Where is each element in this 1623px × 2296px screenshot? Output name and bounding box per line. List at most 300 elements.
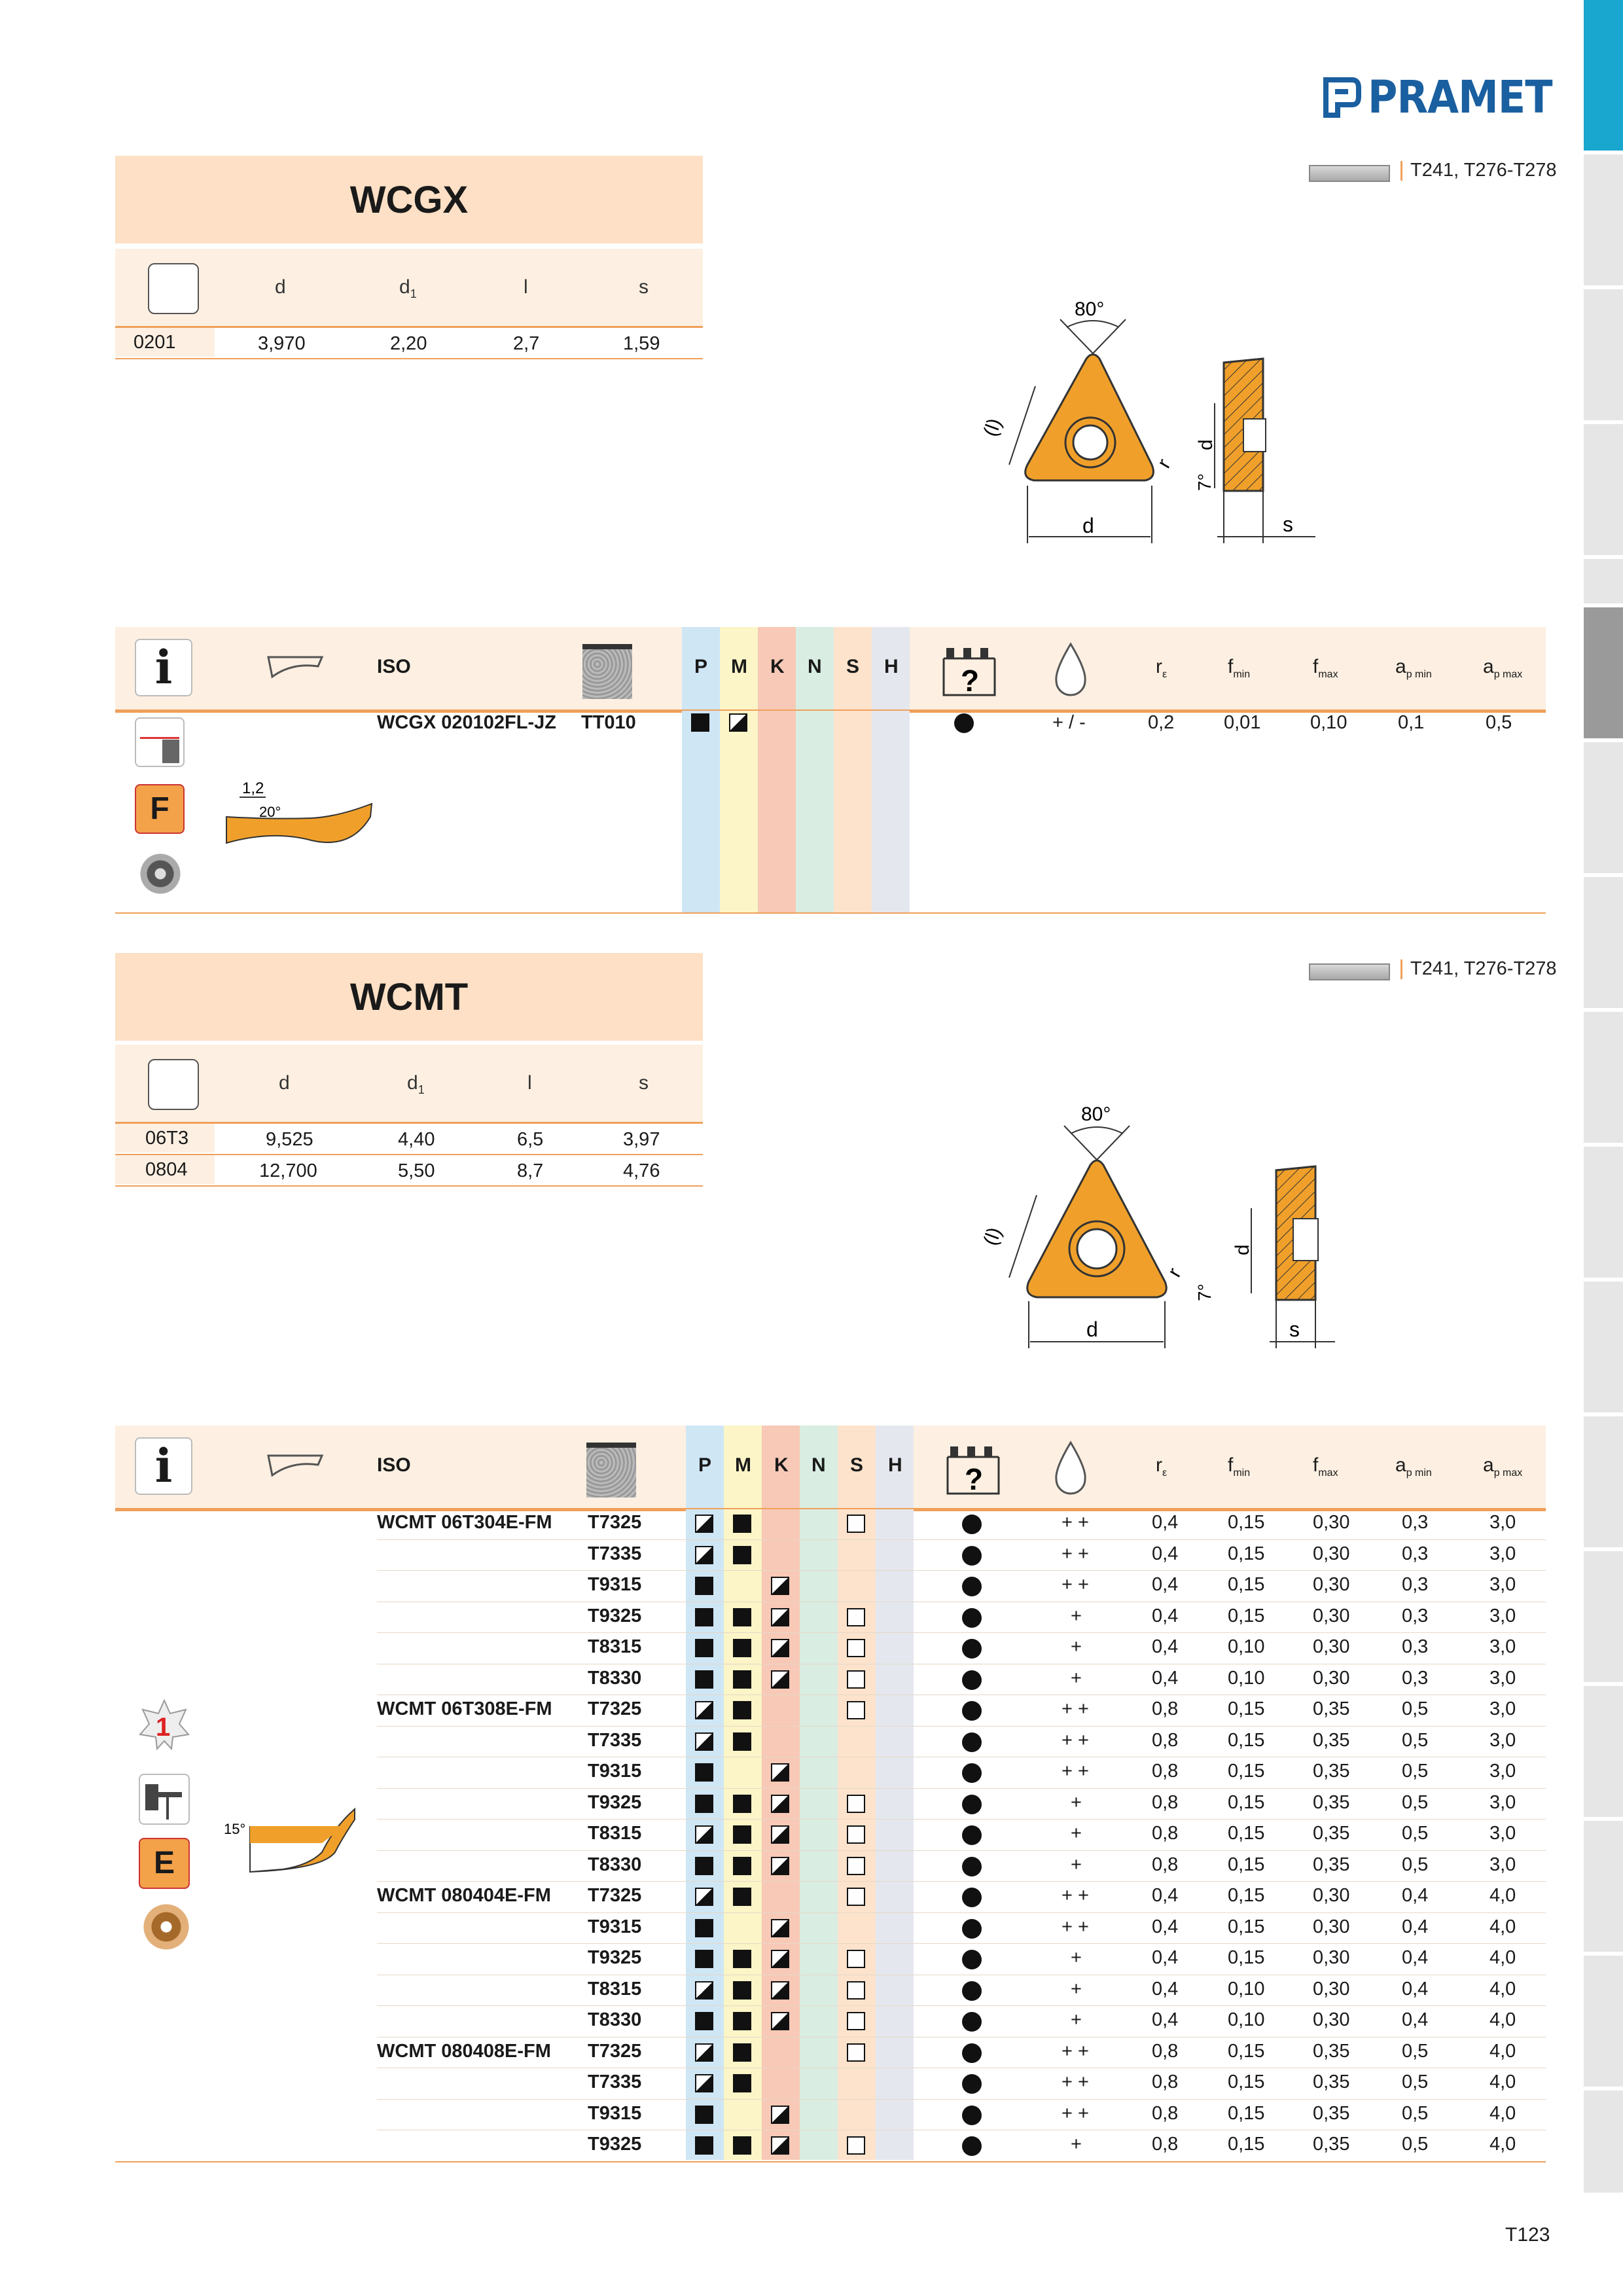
suitability-m bbox=[733, 1546, 751, 1564]
grade: T9325 bbox=[588, 2134, 642, 2155]
fmin-value: 0,15 bbox=[1228, 1729, 1265, 1751]
row-divider bbox=[115, 2161, 1546, 2162]
fmin-value: 0,15 bbox=[1228, 2040, 1265, 2062]
chapter-tab[interactable] bbox=[1584, 154, 1623, 285]
fmax-value: 0,30 bbox=[1313, 1947, 1350, 1968]
chapter-tab[interactable] bbox=[1584, 289, 1623, 420]
material-column-k bbox=[762, 1426, 800, 2160]
apmax-value: 4,0 bbox=[1489, 2072, 1516, 2092]
suitability-p bbox=[695, 1515, 713, 1533]
apmax-value: 3,0 bbox=[1489, 1823, 1516, 1844]
apmax-value: 0,5 bbox=[1486, 712, 1512, 733]
coolant-value: + + bbox=[1061, 2102, 1089, 2124]
grade: T8315 bbox=[588, 1636, 642, 1657]
page-number: T123 bbox=[1505, 2224, 1550, 2246]
fmax-value: 0,30 bbox=[1313, 1885, 1350, 1906]
condition-dot bbox=[962, 2136, 982, 2156]
col-l: l bbox=[524, 276, 528, 298]
material-p-header: P bbox=[694, 656, 708, 677]
col-d1-sub: 1 bbox=[418, 1083, 425, 1096]
apmax-value: 3,0 bbox=[1489, 1574, 1516, 1595]
r-value: 0,8 bbox=[1152, 2072, 1179, 2092]
material-m-header: M bbox=[731, 656, 747, 677]
value-d: 3,970 bbox=[258, 333, 306, 354]
iso-designation[interactable]: WCMT 080404E-FM bbox=[377, 1885, 551, 1906]
clearance-angle-label: 7° bbox=[1194, 1283, 1215, 1301]
svg-text:1: 1 bbox=[156, 1713, 171, 1742]
row-divider bbox=[377, 1539, 1546, 1540]
coolant-value: + + bbox=[1061, 1698, 1089, 1719]
suitability-k bbox=[771, 1981, 789, 2000]
material-k-header: K bbox=[770, 656, 785, 677]
insert-photo-icon bbox=[139, 852, 182, 895]
r-value: 0,4 bbox=[1152, 1885, 1179, 1906]
iso-designation[interactable]: WCMT 06T304E-FM bbox=[377, 1512, 552, 1533]
apmax-value: 4,0 bbox=[1489, 2009, 1516, 2030]
suitability-k bbox=[771, 2106, 789, 2124]
suitability-p bbox=[695, 2106, 713, 2124]
fmin-value: 0,15 bbox=[1228, 1543, 1265, 1564]
grade: T8330 bbox=[588, 1667, 642, 1689]
size-code: 06T3 bbox=[115, 1124, 215, 1153]
r-value: 0,8 bbox=[1152, 1698, 1179, 1719]
condition-dot bbox=[962, 1515, 982, 1534]
chapter-tab[interactable] bbox=[1584, 877, 1623, 1008]
cutting-data-table bbox=[115, 627, 1546, 914]
row-divider bbox=[377, 1570, 1546, 1571]
suitability-p-primary bbox=[691, 713, 709, 732]
condition-dot bbox=[962, 1701, 982, 1721]
col-d1-label: d bbox=[407, 1072, 418, 1094]
suitability-k bbox=[771, 1857, 789, 1875]
fmin-value: 0,15 bbox=[1228, 1791, 1265, 1813]
condition-dot bbox=[962, 2043, 982, 2063]
toolholder-pages: T241, T276-T278 bbox=[1410, 160, 1557, 181]
apmax-value: 3,0 bbox=[1489, 1636, 1516, 1657]
chapter-tab[interactable] bbox=[1584, 742, 1623, 873]
condition-dot bbox=[962, 1546, 982, 1566]
value-d: 12,700 bbox=[259, 1160, 317, 1181]
suitability-m bbox=[733, 1888, 751, 1906]
cutting-data-table bbox=[115, 1426, 1546, 2160]
r-value: 0,4 bbox=[1152, 1667, 1179, 1689]
fmin-header: $f_{min}$ bbox=[1228, 1454, 1251, 1479]
section-title: WCGX bbox=[115, 156, 703, 243]
suitability-m bbox=[733, 2012, 751, 2030]
grade: T9315 bbox=[588, 2102, 642, 2124]
suitability-p bbox=[695, 1888, 713, 1906]
chapter-tab[interactable] bbox=[1584, 1686, 1623, 1817]
apmax-value: 3,0 bbox=[1489, 1667, 1516, 1689]
suitability-k bbox=[771, 1639, 789, 1657]
suitability-m bbox=[733, 1732, 751, 1751]
coolant-value: + bbox=[1071, 1823, 1082, 1844]
coolant-value: + + bbox=[1061, 1729, 1089, 1751]
row-divider bbox=[377, 2099, 1546, 2100]
dimension-row bbox=[115, 1155, 703, 1187]
fmax-value: 0,35 bbox=[1313, 1823, 1350, 1844]
apmin-value: 0,5 bbox=[1402, 2134, 1429, 2155]
chapter-tab[interactable] bbox=[1584, 2090, 1623, 2193]
apmax-value: 4,0 bbox=[1489, 1885, 1516, 1906]
suitability-s bbox=[847, 2136, 865, 2155]
section-title: WCMT bbox=[115, 953, 703, 1041]
col-l: l bbox=[527, 1072, 532, 1094]
info-icon[interactable]: i bbox=[135, 639, 192, 696]
suitability-k bbox=[771, 2012, 789, 2030]
row-divider bbox=[377, 1912, 1546, 1913]
coolant-value: + + bbox=[1061, 1543, 1089, 1564]
row-divider bbox=[377, 1632, 1546, 1633]
suitability-m bbox=[733, 2043, 751, 2062]
fmax-value: 0,30 bbox=[1313, 1512, 1350, 1533]
condition-dot bbox=[962, 1577, 982, 1596]
suitability-p bbox=[695, 1795, 713, 1813]
fmax-value: 0,35 bbox=[1313, 2134, 1350, 2155]
suitability-s bbox=[847, 2043, 865, 2062]
grade-coating-icon bbox=[586, 1443, 636, 1498]
clearance-angle-label: 7° bbox=[1194, 473, 1215, 491]
l-dimension-label: (l) bbox=[979, 1224, 1006, 1249]
coolant-value: + / - bbox=[1052, 712, 1086, 733]
fmin-value: 0,10 bbox=[1228, 1978, 1265, 2000]
grade: T9315 bbox=[588, 1761, 642, 1782]
chapter-tab-active[interactable] bbox=[1584, 0, 1623, 151]
fmax-value: 0,30 bbox=[1313, 1636, 1350, 1657]
r-value: 0,4 bbox=[1152, 1978, 1179, 2000]
r-header: $r_\varepsilon$ bbox=[1156, 1454, 1168, 1479]
suitability-s bbox=[847, 2012, 865, 2030]
operation-icon bbox=[135, 717, 185, 767]
corner-angle-label: 80° bbox=[1081, 1103, 1111, 1125]
fmin-value: 0,10 bbox=[1228, 1636, 1265, 1657]
col-s: s bbox=[639, 1072, 649, 1094]
toolholder-icon bbox=[1309, 963, 1390, 980]
chapter-tab-current[interactable] bbox=[1584, 607, 1623, 738]
fmax-value: 0,30 bbox=[1313, 2009, 1350, 2030]
grade: T7325 bbox=[588, 1885, 642, 1906]
r-value: 0,8 bbox=[1152, 1823, 1179, 1844]
r-header: $r_\varepsilon$ bbox=[1156, 656, 1168, 680]
fmax-value: 0,35 bbox=[1313, 2102, 1350, 2124]
suitability-s bbox=[847, 1857, 865, 1875]
size-code: 0201 bbox=[115, 328, 215, 357]
chipbreaker-profile-drawing bbox=[224, 1806, 381, 1878]
fmax-value: 0,35 bbox=[1313, 2072, 1350, 2092]
value-l: 8,7 bbox=[517, 1160, 544, 1181]
d1-dimension-label: d bbox=[1232, 1244, 1253, 1255]
geometry-letter-badge: F bbox=[135, 784, 185, 834]
fmin-value: 0,15 bbox=[1228, 1947, 1265, 1968]
toolholder-reference bbox=[1393, 160, 1557, 181]
insert-shape-icon bbox=[148, 1059, 199, 1110]
material-m-header: M bbox=[735, 1454, 751, 1476]
fmin-value: 0,01 bbox=[1224, 712, 1261, 733]
apmax-value: 4,0 bbox=[1489, 1916, 1516, 1937]
material-n-header: N bbox=[808, 656, 822, 677]
fmax-value: 0,30 bbox=[1313, 1605, 1350, 1626]
fmin-value: 0,15 bbox=[1228, 2102, 1265, 2124]
suitability-p bbox=[695, 2136, 713, 2155]
suitability-p bbox=[695, 1701, 713, 1719]
suitability-p bbox=[695, 2043, 713, 2062]
chapter-tab[interactable] bbox=[1584, 1551, 1623, 1682]
fmax-value: 0,30 bbox=[1313, 1574, 1350, 1595]
material-s-header: S bbox=[846, 656, 860, 677]
insert-photo-icon bbox=[140, 1901, 192, 1953]
suitability-s bbox=[847, 1950, 865, 1968]
col-d1-sub: 1 bbox=[410, 287, 417, 300]
col-d1-label: d bbox=[399, 276, 410, 298]
dimension-row bbox=[115, 328, 703, 359]
coolant-value: + bbox=[1071, 1636, 1082, 1657]
fmax-value: 0,35 bbox=[1313, 2040, 1350, 2062]
apmin-value: 0,5 bbox=[1402, 1729, 1429, 1751]
suitability-p bbox=[695, 1639, 713, 1657]
apmin-value: 0,3 bbox=[1402, 1574, 1429, 1595]
suitability-m bbox=[733, 1701, 751, 1719]
value-l: 2,7 bbox=[513, 333, 540, 354]
apmax-value: 3,0 bbox=[1489, 1698, 1516, 1719]
condition-dot bbox=[954, 713, 974, 733]
suitability-k bbox=[771, 1670, 789, 1689]
iso-designation[interactable]: WCMT 06T308E-FM bbox=[377, 1698, 552, 1719]
suitability-p bbox=[695, 1670, 713, 1689]
material-h-header: H bbox=[888, 1454, 902, 1476]
grade-coating-icon bbox=[582, 644, 632, 699]
suitability-m bbox=[733, 1670, 751, 1689]
coolant-value: + + bbox=[1061, 1574, 1089, 1595]
grade: T7335 bbox=[588, 1729, 642, 1751]
r-value: 0,4 bbox=[1152, 1916, 1179, 1937]
condition-dot bbox=[962, 1857, 982, 1876]
condition-dot bbox=[962, 1919, 982, 1939]
chapter-tab[interactable] bbox=[1584, 1416, 1623, 1547]
size-code: 0804 bbox=[115, 1155, 215, 1184]
material-s-header: S bbox=[850, 1454, 864, 1476]
fmax-value: 0,35 bbox=[1313, 1698, 1350, 1719]
fmin-value: 0,15 bbox=[1228, 1574, 1265, 1595]
fmin-value: 0,15 bbox=[1228, 1823, 1265, 1844]
s-dimension-label: s bbox=[1289, 1318, 1300, 1341]
r-value: 0,8 bbox=[1152, 1854, 1179, 1875]
apmin-value: 0,5 bbox=[1402, 2102, 1429, 2124]
coolant-value: + bbox=[1071, 1978, 1082, 2000]
apmin-value: 0,3 bbox=[1402, 1667, 1429, 1689]
s-dimension-label: s bbox=[1283, 512, 1293, 536]
r-value: 0,4 bbox=[1152, 1543, 1179, 1564]
corner-angle-label: 80° bbox=[1075, 298, 1105, 320]
suitability-p bbox=[695, 1577, 713, 1595]
apmin-value: 0,3 bbox=[1402, 1605, 1429, 1626]
grade: T9325 bbox=[588, 1605, 642, 1626]
grade: T8330 bbox=[588, 2009, 642, 2030]
apmin-value: 0,4 bbox=[1402, 1978, 1429, 2000]
d-dimension-label: d bbox=[1082, 514, 1094, 537]
apmin-value: 0,4 bbox=[1402, 2009, 1429, 2030]
suitability-m-secondary bbox=[729, 713, 747, 732]
suitability-s bbox=[847, 1888, 865, 1906]
grade: T8315 bbox=[588, 1823, 642, 1844]
d-dimension-label: d bbox=[1086, 1318, 1098, 1341]
apmax-header: $a_{p max}$ bbox=[1483, 1454, 1523, 1479]
suitability-k bbox=[771, 1950, 789, 1968]
coolant-drop-icon bbox=[1052, 641, 1089, 696]
iso-designation[interactable]: WCMT 080408E-FM bbox=[377, 2040, 551, 2062]
apmin-value: 0,3 bbox=[1402, 1636, 1429, 1657]
suitability-s bbox=[847, 1670, 865, 1689]
row-divider bbox=[377, 1726, 1546, 1727]
first-choice-badge-icon bbox=[139, 1699, 190, 1750]
value-s: 1,59 bbox=[623, 333, 660, 354]
chapter-tab[interactable] bbox=[1584, 1147, 1623, 1278]
value-d: 9,525 bbox=[266, 1129, 313, 1150]
apmin-value: 0,5 bbox=[1402, 1823, 1429, 1844]
apmin-value: 0,1 bbox=[1398, 712, 1425, 733]
suitability-p bbox=[695, 1546, 713, 1564]
suitability-p bbox=[695, 1732, 713, 1751]
iso-designation[interactable]: WCGX 020102FL-JZ bbox=[377, 712, 556, 733]
fmin-value: 0,15 bbox=[1228, 1698, 1265, 1719]
fmin-value: 0,15 bbox=[1228, 1854, 1265, 1875]
suitability-m bbox=[733, 1825, 751, 1844]
land-width-label: 1,2 bbox=[242, 780, 264, 797]
fmin-header: $f_{min}$ bbox=[1228, 656, 1251, 680]
dimension-row bbox=[115, 1124, 703, 1155]
r-value: 0,8 bbox=[1152, 1729, 1179, 1751]
grade: T9315 bbox=[588, 1916, 642, 1937]
condition-dot bbox=[962, 1608, 982, 1628]
coolant-value: + bbox=[1071, 1791, 1082, 1813]
suitability-p bbox=[695, 2074, 713, 2092]
suitability-k bbox=[771, 1608, 789, 1626]
r-value: 0,4 bbox=[1152, 1574, 1179, 1595]
brand-name: PRAMET bbox=[1368, 71, 1552, 124]
suitability-s bbox=[847, 1795, 865, 1813]
material-h-header: H bbox=[884, 656, 899, 677]
grade: TT010 bbox=[581, 712, 636, 733]
corner-radius-label: r bbox=[1164, 1264, 1186, 1281]
suitability-m bbox=[733, 1639, 751, 1657]
fmax-value: 0,35 bbox=[1313, 1854, 1350, 1875]
info-icon[interactable]: i bbox=[135, 1437, 192, 1495]
suitability-k bbox=[771, 1763, 789, 1782]
chapter-tab[interactable] bbox=[1584, 1821, 1623, 1952]
apmin-value: 0,5 bbox=[1402, 1791, 1429, 1813]
machining-conditions-icon bbox=[941, 645, 997, 698]
condition-dot bbox=[962, 1732, 982, 1752]
apmin-value: 0,5 bbox=[1402, 2072, 1429, 2092]
l-dimension-label: (l) bbox=[979, 415, 1006, 440]
coolant-value: + + bbox=[1061, 1885, 1089, 1906]
fmin-value: 0,15 bbox=[1228, 1605, 1265, 1626]
iso-column-header: ISO bbox=[377, 1454, 411, 1476]
insert-technical-drawing bbox=[962, 295, 1355, 556]
apmax-value: 3,0 bbox=[1489, 1854, 1516, 1875]
toolholder-icon bbox=[1309, 165, 1390, 182]
condition-dot bbox=[962, 2074, 982, 2094]
dimension-table-header bbox=[115, 249, 703, 328]
fmin-value: 0,15 bbox=[1228, 2072, 1265, 2092]
fmax-value: 0,35 bbox=[1313, 1761, 1350, 1782]
suitability-p bbox=[695, 1981, 713, 2000]
value-l: 6,5 bbox=[517, 1129, 544, 1150]
svg-text:?: ? bbox=[965, 1462, 984, 1496]
apmin-header: $a_{p min}$ bbox=[1395, 656, 1432, 680]
dimension-table bbox=[115, 1045, 703, 1187]
condition-dot bbox=[962, 2106, 982, 2125]
suitability-m bbox=[733, 1515, 751, 1533]
value-s: 4,76 bbox=[623, 1160, 660, 1181]
material-n-header: N bbox=[812, 1454, 826, 1476]
svg-text:?: ? bbox=[961, 664, 980, 698]
geometry-letter-badge: E bbox=[139, 1838, 190, 1889]
grade: T7325 bbox=[588, 1698, 642, 1719]
apmax-value: 3,0 bbox=[1489, 1605, 1516, 1626]
pramet-logo-mark-icon bbox=[1323, 77, 1361, 118]
fmax-header: $f_{max}$ bbox=[1313, 1454, 1338, 1479]
condition-dot bbox=[962, 1670, 982, 1690]
apmax-value: 4,0 bbox=[1489, 2040, 1516, 2062]
machining-conditions-icon bbox=[945, 1444, 1001, 1496]
suitability-s bbox=[847, 1639, 865, 1657]
grade: T9325 bbox=[588, 1947, 642, 1968]
suitability-m bbox=[733, 1950, 751, 1968]
r-value: 0,8 bbox=[1152, 2134, 1179, 2155]
suitability-m bbox=[733, 1857, 751, 1875]
suitability-m bbox=[733, 1795, 751, 1813]
coolant-value: + + bbox=[1061, 2040, 1089, 2062]
apmax-value: 4,0 bbox=[1489, 1978, 1516, 2000]
coolant-value: + + bbox=[1061, 2072, 1089, 2092]
row-divider bbox=[115, 1508, 1546, 1509]
r-value: 0,4 bbox=[1152, 1605, 1179, 1626]
fmax-value: 0,30 bbox=[1313, 1978, 1350, 2000]
grade: T9325 bbox=[588, 1791, 642, 1813]
chapter-tab[interactable] bbox=[1584, 424, 1623, 555]
suitability-k bbox=[771, 1825, 789, 1844]
chapter-tab[interactable] bbox=[1584, 1282, 1623, 1412]
iso-column-header: ISO bbox=[377, 656, 411, 677]
fmax-header: $f_{max}$ bbox=[1313, 656, 1338, 680]
apmax-header: $a_{p max}$ bbox=[1483, 656, 1523, 680]
apmax-value: 3,0 bbox=[1489, 1729, 1516, 1751]
apmin-value: 0,5 bbox=[1402, 1761, 1429, 1782]
grade: T8315 bbox=[588, 1978, 642, 2000]
suitability-m bbox=[733, 2136, 751, 2155]
suitability-s bbox=[847, 1701, 865, 1719]
fmin-value: 0,10 bbox=[1228, 2009, 1265, 2030]
material-column-h bbox=[876, 1426, 914, 2160]
coolant-value: + bbox=[1071, 2134, 1082, 2155]
suitability-p bbox=[695, 2012, 713, 2030]
suitability-k bbox=[771, 2136, 789, 2155]
chapter-tab[interactable] bbox=[1584, 1012, 1623, 1143]
r-value: 0,4 bbox=[1152, 1947, 1179, 1968]
row-divider bbox=[377, 1819, 1546, 1820]
row-divider bbox=[377, 2005, 1546, 2006]
col-d1 bbox=[407, 1072, 425, 1097]
grade: T7325 bbox=[588, 1512, 642, 1533]
chapter-tab[interactable] bbox=[1584, 1956, 1623, 2087]
fmax-value: 0,10 bbox=[1310, 712, 1347, 733]
dimension-table-header bbox=[115, 1045, 703, 1124]
apmin-value: 0,5 bbox=[1402, 1854, 1429, 1875]
fmax-value: 0,35 bbox=[1313, 1791, 1350, 1813]
material-p-header: P bbox=[698, 1454, 712, 1476]
suitability-m bbox=[733, 1981, 751, 2000]
chapter-tab[interactable] bbox=[1584, 559, 1623, 603]
